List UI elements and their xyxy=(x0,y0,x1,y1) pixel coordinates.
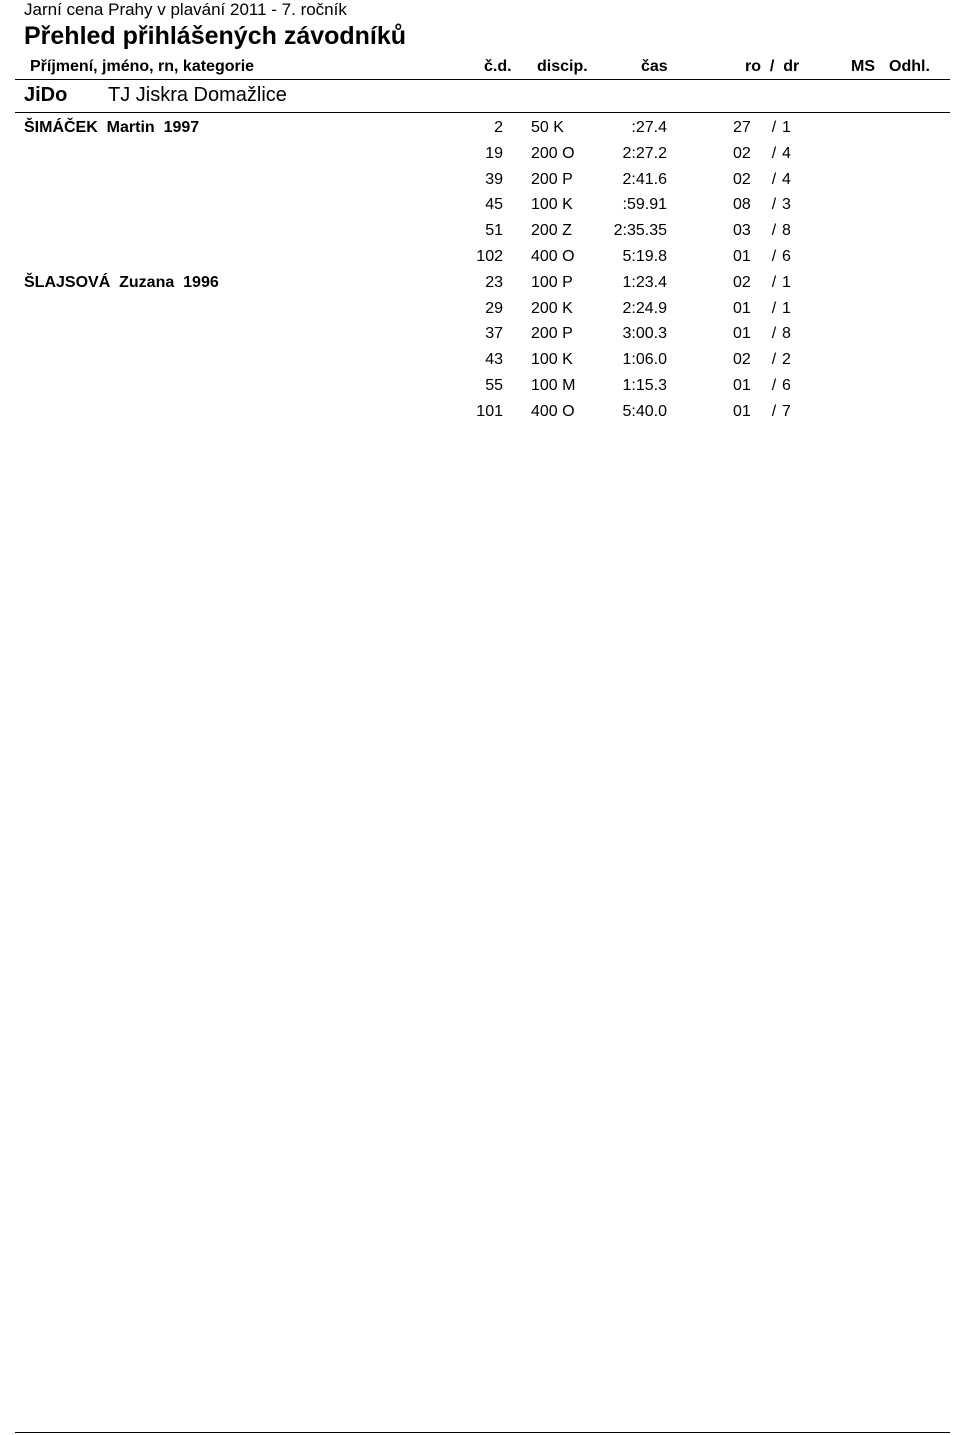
entry-separator: / xyxy=(771,273,777,291)
entry-ro: 01 xyxy=(733,325,751,343)
entry-ro: 02 xyxy=(733,351,751,369)
club-code: JiDo xyxy=(24,84,68,106)
entry-discipline: 100 K xyxy=(531,351,573,369)
entry-discipline: 400 O xyxy=(531,402,575,420)
entry-ro: 01 xyxy=(733,248,751,265)
entry-discipline: 200 K xyxy=(531,299,573,317)
column-header-cd: č.d. xyxy=(484,58,512,75)
column-header-ro-dr: ro / dr xyxy=(745,58,800,75)
entry-cd: 2 xyxy=(494,119,503,136)
entry-dr: 6 xyxy=(782,248,791,265)
entry-discipline: 200 O xyxy=(531,144,575,162)
entry-time: 5:19.8 xyxy=(622,248,667,265)
entry-dr: 8 xyxy=(782,222,791,240)
entry-cd: 51 xyxy=(485,222,503,240)
entry-ro: 01 xyxy=(733,402,751,420)
entry-discipline: 100 P xyxy=(531,273,573,291)
page-title: Přehled přihlášených závodníků xyxy=(24,22,407,50)
entry-discipline: 100 M xyxy=(531,377,576,394)
entry-time: 1:15.3 xyxy=(622,377,667,394)
entry-cd: 23 xyxy=(485,273,503,291)
entry-ro: 02 xyxy=(733,170,751,188)
entry-separator: / xyxy=(771,325,777,343)
column-header-odhl: Odhl. xyxy=(889,58,930,75)
footer-rule xyxy=(15,1432,950,1433)
entry-separator: / xyxy=(771,196,777,214)
entry-ro: 03 xyxy=(733,222,751,240)
entry-time: 2:41.6 xyxy=(622,170,667,188)
entry-time: 1:06.0 xyxy=(622,351,667,369)
entry-ro: 02 xyxy=(733,273,751,291)
entry-cd: 43 xyxy=(485,351,503,369)
entry-ro: 01 xyxy=(733,377,751,394)
entry-cd: 19 xyxy=(485,144,503,162)
entry-dr: 6 xyxy=(782,377,791,394)
entry-time: 2:27.2 xyxy=(622,144,667,162)
entry-dr: 1 xyxy=(782,119,791,136)
entry-time: :59.91 xyxy=(622,196,667,214)
entry-separator: / xyxy=(771,377,777,394)
entry-dr: 4 xyxy=(782,170,791,188)
entry-discipline: 200 P xyxy=(531,170,573,188)
entry-cd: 29 xyxy=(485,299,503,317)
entry-discipline: 50 K xyxy=(531,119,564,136)
entry-separator: / xyxy=(771,351,777,369)
entry-time: 1:23.4 xyxy=(622,273,667,291)
entry-dr: 2 xyxy=(782,351,791,369)
entry-dr: 3 xyxy=(782,196,791,214)
entry-cd: 102 xyxy=(476,248,503,265)
entry-ro: 02 xyxy=(733,144,751,162)
entry-dr: 1 xyxy=(782,273,791,291)
entry-separator: / xyxy=(771,170,777,188)
entry-separator: / xyxy=(771,222,777,240)
entry-time: 3:00.3 xyxy=(622,325,667,343)
entry-separator: / xyxy=(771,299,777,317)
entry-cd: 45 xyxy=(485,196,503,214)
entry-cd: 101 xyxy=(476,402,503,420)
entry-separator: / xyxy=(771,119,777,136)
entry-time: :27.4 xyxy=(631,119,667,136)
column-header-ms: MS xyxy=(851,58,875,75)
column-header-cas: čas xyxy=(641,58,668,75)
entry-ro: 27 xyxy=(733,119,751,136)
club-rule xyxy=(15,112,950,113)
entry-cd: 55 xyxy=(485,377,503,394)
entry-time: 5:40.0 xyxy=(622,402,667,420)
column-header-name: Příjmení, jméno, rn, kategorie xyxy=(30,58,255,75)
event-title: Jarní cena Prahy v plavání 2011 - 7. ročník xyxy=(24,0,347,19)
entry-discipline: 200 P xyxy=(531,325,573,343)
entry-separator: / xyxy=(771,402,777,420)
entry-discipline: 200 Z xyxy=(531,222,572,240)
club-name: TJ Jiskra Domažlice xyxy=(108,84,287,106)
entry-dr: 8 xyxy=(782,325,791,343)
entry-separator: / xyxy=(771,248,777,265)
header-rule xyxy=(15,79,950,80)
entry-separator: / xyxy=(771,144,777,162)
entry-dr: 7 xyxy=(782,402,791,420)
swimmer-name: ŠLAJSOVÁ Zuzana 1996 xyxy=(24,273,219,291)
entry-cd: 39 xyxy=(485,170,503,188)
column-header-discip: discip. xyxy=(537,58,588,75)
entry-ro: 08 xyxy=(733,196,751,214)
entry-dr: 4 xyxy=(782,144,791,162)
swimmer-name: ŠIMÁČEK Martin 1997 xyxy=(24,119,200,136)
entry-dr: 1 xyxy=(782,299,791,317)
entry-time: 2:35.35 xyxy=(613,222,667,240)
entry-ro: 01 xyxy=(733,299,751,317)
entry-time: 2:24.9 xyxy=(622,299,667,317)
entry-discipline: 400 O xyxy=(531,248,575,265)
entry-cd: 37 xyxy=(485,325,503,343)
entry-discipline: 100 K xyxy=(531,196,573,214)
